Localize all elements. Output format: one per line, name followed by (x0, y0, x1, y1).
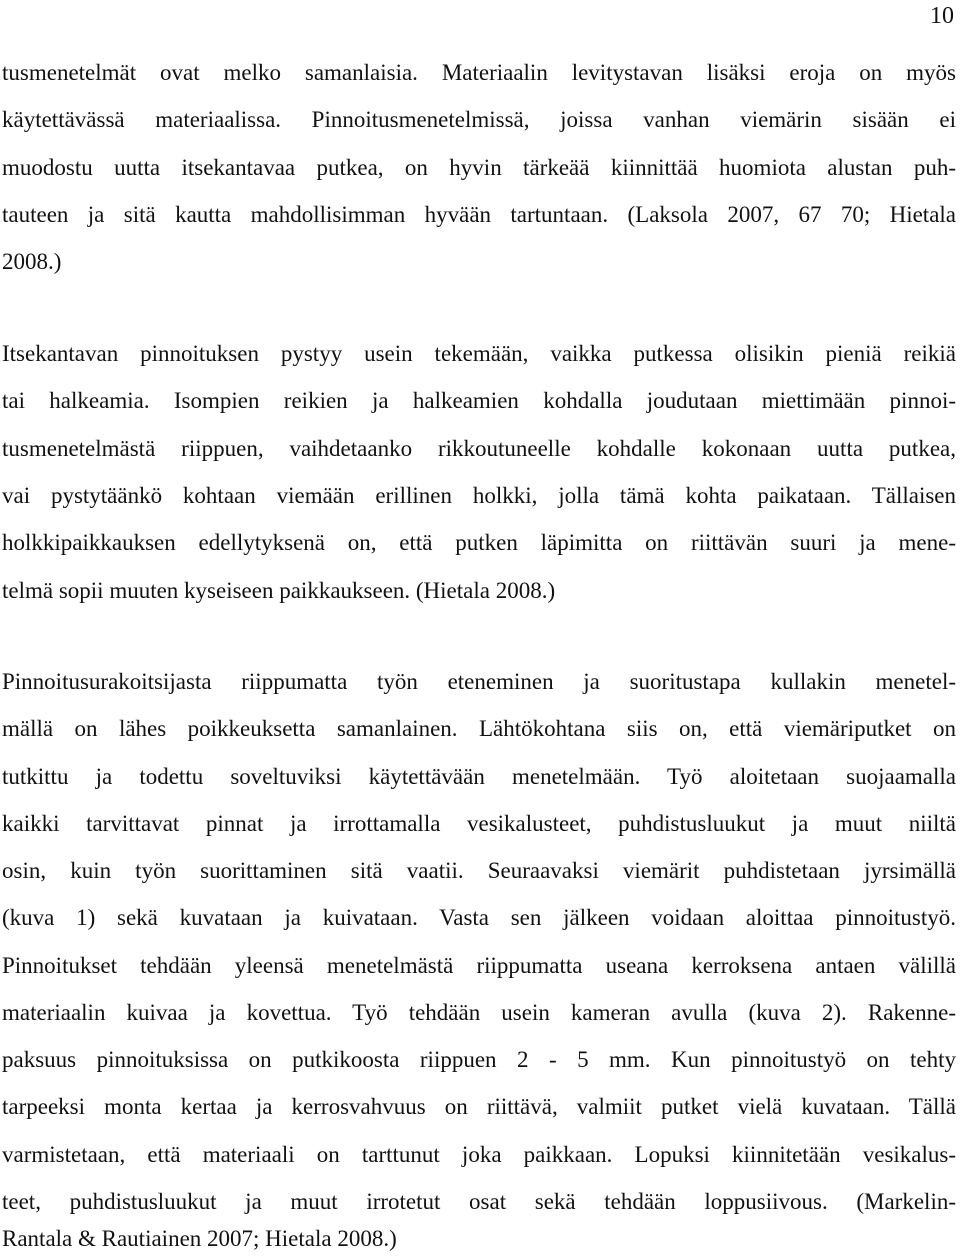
text-line: muodostu uutta itsekantavaa putkea, on hyvin tärkeää kiinnittää huomiota alustan puh- (2, 155, 956, 180)
text-line: vai pystytäänkö kohtaan viemään erillinen holkki, jolla tämä kohta paikataan. Tällaisen (2, 483, 956, 508)
page-number: 10 (930, 3, 954, 29)
text-line: telmä sopii muuten kyseiseen paikkaukseen. (Hietala 2008.) (2, 578, 556, 603)
text-line: Pinnoitusurakoitsijasta riippumatta työn eteneminen ja suoritustapa kullakin menetel- (2, 669, 956, 694)
text-line: mällä on lähes poikkeuksetta samanlainen. Lähtökohtana siis on, että viemäriputket on (2, 716, 956, 741)
text-line: Pinnoitukset tehdään yleensä menetelmästä riippumatta useana kerroksena antaen välillä (2, 953, 956, 978)
text-line: teet, puhdistusluukut ja muut irrotetut osat sekä tehdään loppusiivous. (Markelin- (2, 1189, 956, 1214)
text-line: osin, kuin työn suorittaminen sitä vaatii. Seuraavaksi viemärit puhdistetaan jyrsimällä (2, 858, 956, 883)
text-line: kaikki tarvittavat pinnat ja irrottamalla vesikalusteet, puhdistusluukut ja muut niiltä (2, 811, 956, 836)
text-line: materiaalin kuivaa ja kovettua. Työ tehdään usein kameran avulla (kuva 2). Rakenne- (2, 1000, 956, 1025)
text-line: käytettävässä materiaalissa. Pinnoitusmenetelmissä, joissa vanhan viemärin sisään ei (2, 107, 956, 132)
text-line: tarpeeksi monta kertaa ja kerrosvahvuus on riittävä, valmiit putket vielä kuvataan. Tällä (2, 1094, 956, 1119)
text-line: holkkipaikkauksen edellytyksenä on, että putken läpimitta on riittävän suuri ja mene- (2, 530, 956, 555)
text-line: Itsekantavan pinnoituksen pystyy usein tekemään, vaikka putkessa olisikin pieniä reikiä (2, 341, 956, 366)
text-line: tauteen ja sitä kautta mahdollisimman hyvään tartuntaan. (Laksola 2007, 67 70; Hietala (2, 202, 956, 227)
text-line: paksuus pinnoituksissa on putkikoosta riippuen 2 - 5 mm. Kun pinnoitustyö on tehty (2, 1047, 956, 1072)
text-line: tusmenetelmät ovat melko samanlaisia. Materiaalin levitystavan lisäksi eroja on myös (2, 60, 956, 85)
text-line: Rantala & Rautiainen 2007; Hietala 2008.) (2, 1226, 397, 1251)
text-line: tutkittu ja todettu soveltuviksi käytettävään menetelmään. Työ aloitetaan suojaamalla (2, 764, 956, 789)
text-line: (kuva 1) sekä kuvataan ja kuivataan. Vasta sen jälkeen voidaan aloittaa pinnoitustyö. (2, 905, 956, 930)
text-line: tusmenetelmästä riippuen, vaihdetaanko rikkoutuneelle kohdalle kokonaan uutta putkea, (2, 436, 956, 461)
text-line: 2008.) (2, 249, 62, 274)
text-line: tai halkeamia. Isompien reikien ja halkeamien kohdalla joudutaan miettimään pinnoi- (2, 388, 956, 413)
text-line: varmistetaan, että materiaali on tarttunut joka paikkaan. Lopuksi kiinnitetään vesikalus- (2, 1142, 956, 1167)
